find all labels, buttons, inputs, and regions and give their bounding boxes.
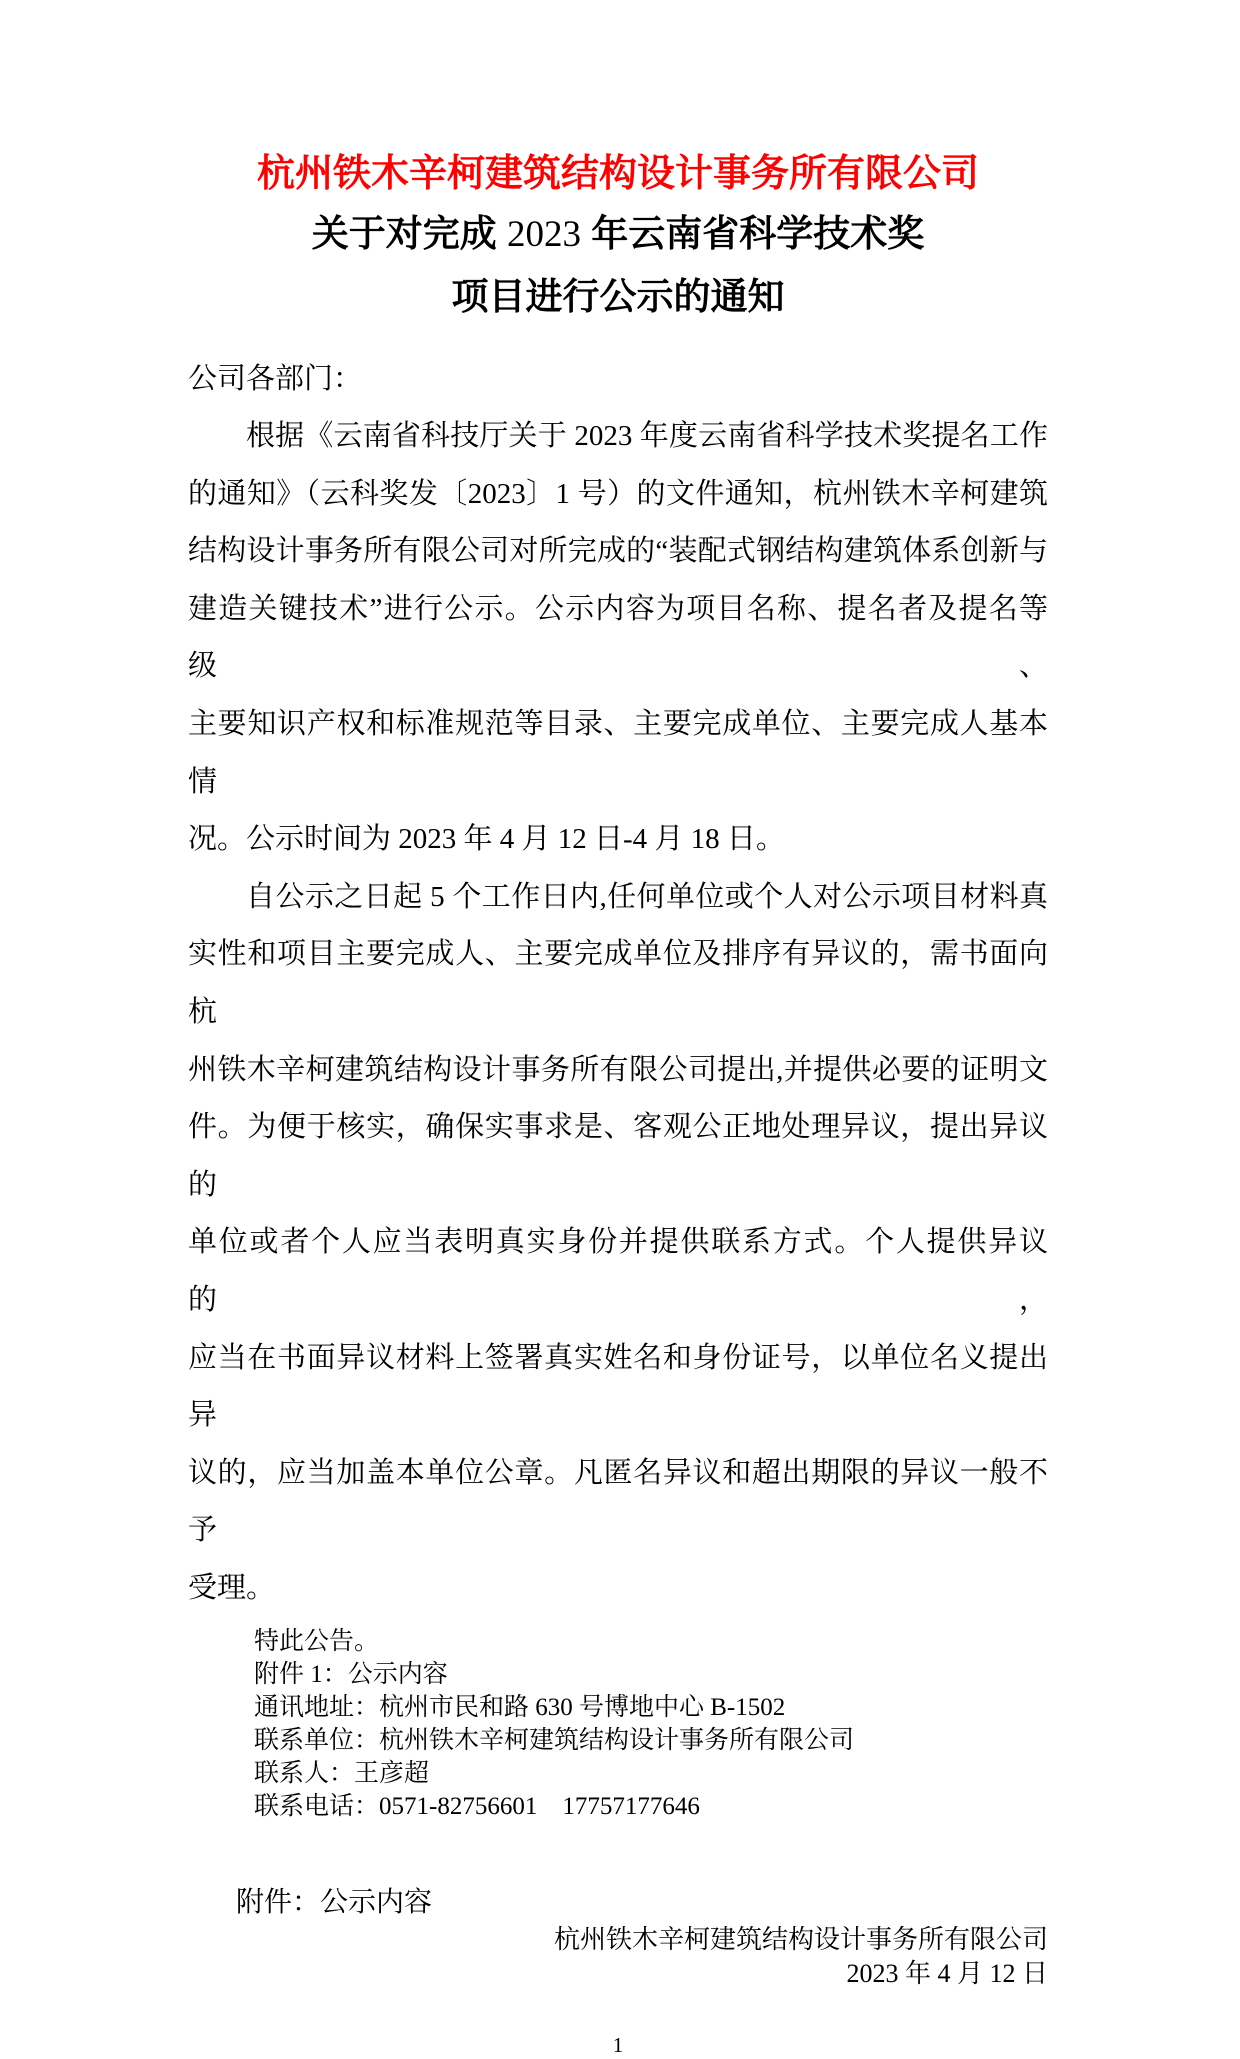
contact-phone: 联系电话：0571-82756601 17757177646	[254, 1793, 700, 1821]
body-line: 州铁木辛柯建筑结构设计事务所有限公司提出,并提供必要的证明文	[188, 1053, 1048, 1086]
salutation: 公司各部门：	[188, 363, 363, 395]
page-number: 1	[612, 2033, 624, 2058]
body-line: 根据《云南省科技厅关于 2023 年度云南省科学技术奖提名工作	[246, 420, 1048, 452]
footer-attachment-note: 附件：公示内容	[236, 1887, 433, 1919]
document-title: 杭州铁木辛柯建筑结构设计事务所有限公司	[256, 153, 979, 195]
contact-address: 通讯地址：杭州市民和路 630 号博地中心 B-1502	[254, 1694, 786, 1722]
closing-statement: 特此公告。	[254, 1628, 380, 1656]
contact-person: 联系人：王彦超	[254, 1760, 430, 1788]
body-line: 实性和项目主要完成人、主要完成单位及排序有异议的，需书面向杭	[188, 938, 1048, 1028]
paragraph-2	[188, 869, 1048, 1618]
document-subtitle-line1	[188, 203, 1048, 266]
body-line: 议的，应当加盖本单位公章。凡匿名异议和超出期限的异议一般不予	[188, 1456, 1048, 1547]
subtitle-prefix: 关于对完成	[311, 213, 507, 254]
body-line: 况。公示时间为 2023 年 4 月 12 日-4 月 18 日。	[188, 823, 785, 856]
body-line: 主要知识产权和标准规范等目录、主要完成单位、主要完成人基本情	[188, 707, 1048, 798]
paragraph-1	[188, 408, 1048, 869]
attachment-label: 附件 1：公示内容	[254, 1661, 448, 1689]
body-line: 单位或者个人应当表明真实身份并提供联系方式。个人提供异议的，	[188, 1226, 1048, 1316]
body-line: 结构设计事务所有限公司对所完成的“装配式钢结构建筑体系创新与	[188, 535, 1048, 568]
body-line: 件。为便于核实，确保实事求是、客观公正地处理异议，提出异议的	[188, 1111, 1048, 1201]
subtitle-suffix: 年云南省科学技术奖	[581, 213, 925, 254]
body-line: 应当在书面异议材料上签署真实姓名和身份证号，以单位名义提出异	[188, 1341, 1048, 1432]
body-line: 自公示之日起 5 个工作日内,任何单位或个人对公示项目材料真	[246, 880, 1048, 913]
contact-unit: 联系单位：杭州铁木辛柯建筑结构设计事务所有限公司	[254, 1727, 855, 1755]
body-line: 的通知》（云科奖发〔2023〕1 号）的文件通知，杭州铁木辛柯建筑	[188, 477, 1048, 510]
signature-date: 2023 年 4 月 12 日	[846, 1959, 1048, 1989]
body-line: 受理。	[188, 1571, 276, 1604]
document-subtitle-line2: 项目进行公示的通知	[451, 276, 785, 317]
signature-company: 杭州铁木辛柯建筑结构设计事务所有限公司	[553, 1925, 1048, 1955]
notice-block	[188, 1625, 1048, 1823]
subtitle-year: 2023	[507, 214, 581, 255]
body-line: 建造关键技术”进行公示。公示内容为项目名称、提名者及提名等级、	[188, 592, 1048, 683]
